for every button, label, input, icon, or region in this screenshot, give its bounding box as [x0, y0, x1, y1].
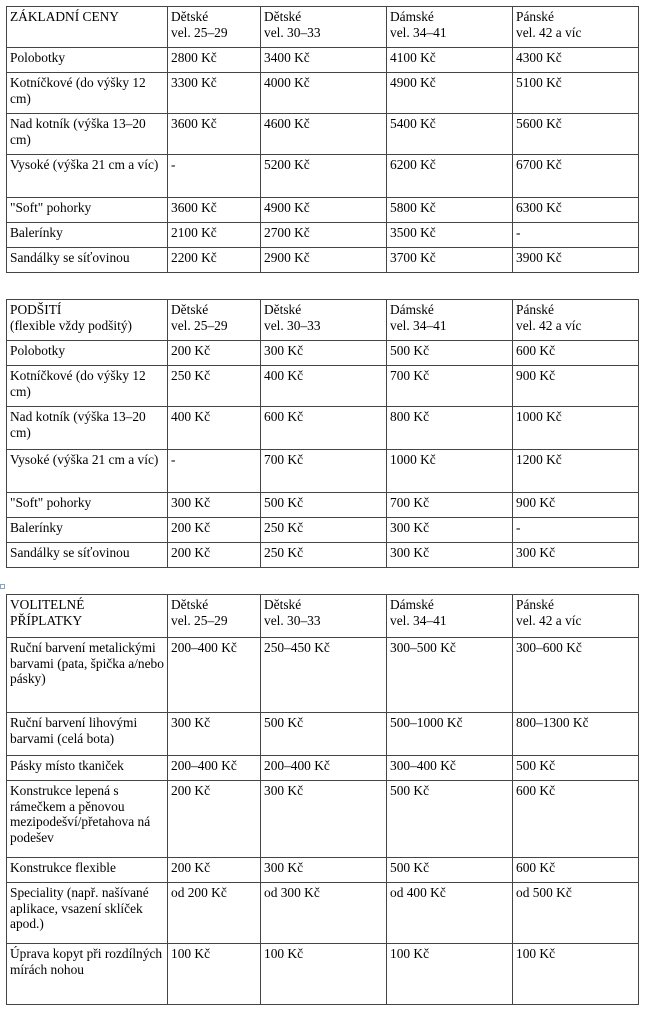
table-row	[7, 198, 639, 223]
table-row	[7, 48, 639, 73]
price-cell: 3300 Kč	[168, 73, 261, 114]
price-cell: 800–1300 Kč	[513, 713, 639, 756]
row-label: Sandálky se síťovinou	[7, 248, 168, 273]
price-cell: 6200 Kč	[387, 155, 513, 198]
column-header: Dětské vel. 25–29	[168, 7, 261, 48]
price-cell: 200 Kč	[168, 781, 261, 858]
price-cell: od 400 Kč	[387, 883, 513, 944]
price-cell: 3700 Kč	[387, 248, 513, 273]
price-cell: 300 Kč	[168, 493, 261, 518]
table-row	[7, 713, 639, 756]
price-cell: 300 Kč	[168, 713, 261, 756]
row-label: Vysoké (výška 21 cm a víc)	[7, 155, 168, 198]
price-cell: 300 Kč	[261, 341, 387, 366]
price-cell: 200 Kč	[168, 341, 261, 366]
table-header-row	[7, 595, 639, 638]
price-cell: 600 Kč	[513, 341, 639, 366]
price-cell: od 500 Kč	[513, 883, 639, 944]
row-label: Nad kotník (výška 13–20 cm)	[7, 114, 168, 155]
price-cell: 2900 Kč	[261, 248, 387, 273]
table-row	[7, 883, 639, 944]
price-cell: 500 Kč	[261, 493, 387, 518]
row-label: Nad kotník (výška 13–20 cm)	[7, 407, 168, 450]
price-cell: 5800 Kč	[387, 198, 513, 223]
table-row	[7, 756, 639, 781]
row-label: Speciality (např. našívané aplikace, vsazení sklíček apod.)	[7, 883, 168, 944]
row-label: Ruční barvení metalickými barvami (pata, špička a/nebo pásky)	[7, 638, 168, 713]
table-row	[7, 407, 639, 450]
price-cell: 4000 Kč	[261, 73, 387, 114]
price-cell: 2800 Kč	[168, 48, 261, 73]
section-title: ZÁKLADNÍ CENY	[7, 7, 168, 48]
price-cell: 4900 Kč	[261, 198, 387, 223]
price-cell: 5600 Kč	[513, 114, 639, 155]
table-row	[7, 341, 639, 366]
row-label: Ruční barvení lihovými barvami (celá bota)	[7, 713, 168, 756]
column-header: Dětské vel. 30–33	[261, 7, 387, 48]
anchor-marker-icon	[0, 584, 5, 589]
price-cell: 200–400 Kč	[261, 756, 387, 781]
price-cell: 700 Kč	[261, 450, 387, 493]
price-cell: 500 Kč	[261, 713, 387, 756]
price-table-zakladni-ceny	[6, 6, 639, 273]
price-cell: 300 Kč	[387, 518, 513, 543]
price-cell: -	[513, 518, 639, 543]
row-label: Pásky místo tkaniček	[7, 756, 168, 781]
price-cell: 100 Kč	[387, 944, 513, 1005]
column-header: Dámské vel. 34–41	[387, 300, 513, 341]
column-header: Dámské vel. 34–41	[387, 7, 513, 48]
price-cell: 300 Kč	[387, 543, 513, 568]
price-cell: 300 Kč	[513, 543, 639, 568]
price-cell: 400 Kč	[261, 366, 387, 407]
table-header-row	[7, 300, 639, 341]
price-cell: 250 Kč	[261, 518, 387, 543]
table-row	[7, 493, 639, 518]
price-cell: 4600 Kč	[261, 114, 387, 155]
price-cell: 3600 Kč	[168, 114, 261, 155]
price-cell: 800 Kč	[387, 407, 513, 450]
price-cell: 4100 Kč	[387, 48, 513, 73]
price-cell: 600 Kč	[513, 858, 639, 883]
table-row	[7, 518, 639, 543]
table-row	[7, 858, 639, 883]
price-table-podsiti	[6, 299, 639, 568]
price-cell: 500 Kč	[387, 341, 513, 366]
price-cell: 3400 Kč	[261, 48, 387, 73]
table-row	[7, 543, 639, 568]
price-cell: 600 Kč	[513, 781, 639, 858]
row-label: Úprava kopyt při rozdílných mírách nohou	[7, 944, 168, 1005]
row-label: "Soft" pohorky	[7, 493, 168, 518]
price-cell: 1000 Kč	[387, 450, 513, 493]
price-cell: 4900 Kč	[387, 73, 513, 114]
price-cell: 500 Kč	[387, 858, 513, 883]
price-cell: 2100 Kč	[168, 223, 261, 248]
price-cell: 1000 Kč	[513, 407, 639, 450]
row-label: Konstrukce lepená s rámečkem a pěnovou mezipodešví/přetahova ná podešev	[7, 781, 168, 858]
row-label: Kotníčkové (do výšky 12 cm)	[7, 366, 168, 407]
price-cell: 100 Kč	[261, 944, 387, 1005]
column-header: Dámské vel. 34–41	[387, 595, 513, 638]
table-row	[7, 450, 639, 493]
table-row	[7, 155, 639, 198]
price-cell: 2700 Kč	[261, 223, 387, 248]
price-cell: 500 Kč	[513, 756, 639, 781]
price-cell: 500–1000 Kč	[387, 713, 513, 756]
row-label: Balerínky	[7, 518, 168, 543]
price-cell: 4300 Kč	[513, 48, 639, 73]
price-cell: -	[513, 223, 639, 248]
price-cell: 6700 Kč	[513, 155, 639, 198]
price-cell: 250 Kč	[168, 366, 261, 407]
price-cell: 300–600 Kč	[513, 638, 639, 713]
price-cell: 400 Kč	[168, 407, 261, 450]
price-cell: 5400 Kč	[387, 114, 513, 155]
table-header-row	[7, 7, 639, 48]
table-row	[7, 781, 639, 858]
price-cell: 6300 Kč	[513, 198, 639, 223]
row-label: Polobotky	[7, 48, 168, 73]
price-cell: 3900 Kč	[513, 248, 639, 273]
column-header: Pánské vel. 42 a víc	[513, 7, 639, 48]
price-cell: 600 Kč	[261, 407, 387, 450]
price-cell: -	[168, 450, 261, 493]
price-cell: 100 Kč	[513, 944, 639, 1005]
row-label: Balerínky	[7, 223, 168, 248]
table-row	[7, 366, 639, 407]
price-cell: od 300 Kč	[261, 883, 387, 944]
price-cell: 3600 Kč	[168, 198, 261, 223]
price-cell: 200–400 Kč	[168, 638, 261, 713]
row-label: Konstrukce flexible	[7, 858, 168, 883]
price-cell: 300 Kč	[261, 781, 387, 858]
price-cell: 300–500 Kč	[387, 638, 513, 713]
row-label: Vysoké (výška 21 cm a víc)	[7, 450, 168, 493]
row-label: Polobotky	[7, 341, 168, 366]
price-cell: 900 Kč	[513, 366, 639, 407]
column-header: Dětské vel. 25–29	[168, 595, 261, 638]
price-cell: 200 Kč	[168, 518, 261, 543]
price-cell: 300–400 Kč	[387, 756, 513, 781]
price-cell: 250 Kč	[261, 543, 387, 568]
table-row	[7, 248, 639, 273]
column-header: Dětské vel. 30–33	[261, 300, 387, 341]
price-cell: 3500 Kč	[387, 223, 513, 248]
column-header: Pánské vel. 42 a víc	[513, 595, 639, 638]
price-cell: -	[168, 155, 261, 198]
column-header: Pánské vel. 42 a víc	[513, 300, 639, 341]
price-cell: 2200 Kč	[168, 248, 261, 273]
price-cell: 300 Kč	[261, 858, 387, 883]
price-table-volitelne-priplatky	[6, 594, 639, 1005]
price-cell: 100 Kč	[168, 944, 261, 1005]
column-header: Dětské vel. 30–33	[261, 595, 387, 638]
price-cell: 700 Kč	[387, 493, 513, 518]
price-cell: 1200 Kč	[513, 450, 639, 493]
price-cell: 5200 Kč	[261, 155, 387, 198]
price-cell: 200–400 Kč	[168, 756, 261, 781]
table-row	[7, 944, 639, 1005]
table-row	[7, 114, 639, 155]
price-cell: 250–450 Kč	[261, 638, 387, 713]
row-label: Kotníčkové (do výšky 12 cm)	[7, 73, 168, 114]
price-cell: 200 Kč	[168, 858, 261, 883]
row-label: Sandálky se síťovinou	[7, 543, 168, 568]
price-cell: od 200 Kč	[168, 883, 261, 944]
price-cell: 200 Kč	[168, 543, 261, 568]
price-cell: 5100 Kč	[513, 73, 639, 114]
price-cell: 900 Kč	[513, 493, 639, 518]
section-title: VOLITELNÉ PŘÍPLATKY	[7, 595, 168, 638]
section-title: PODŠITÍ (flexible vždy podšitý)	[7, 300, 168, 341]
table-row	[7, 223, 639, 248]
column-header: Dětské vel. 25–29	[168, 300, 261, 341]
table-row	[7, 638, 639, 713]
price-cell: 500 Kč	[387, 781, 513, 858]
price-cell: 700 Kč	[387, 366, 513, 407]
table-row	[7, 73, 639, 114]
row-label: "Soft" pohorky	[7, 198, 168, 223]
